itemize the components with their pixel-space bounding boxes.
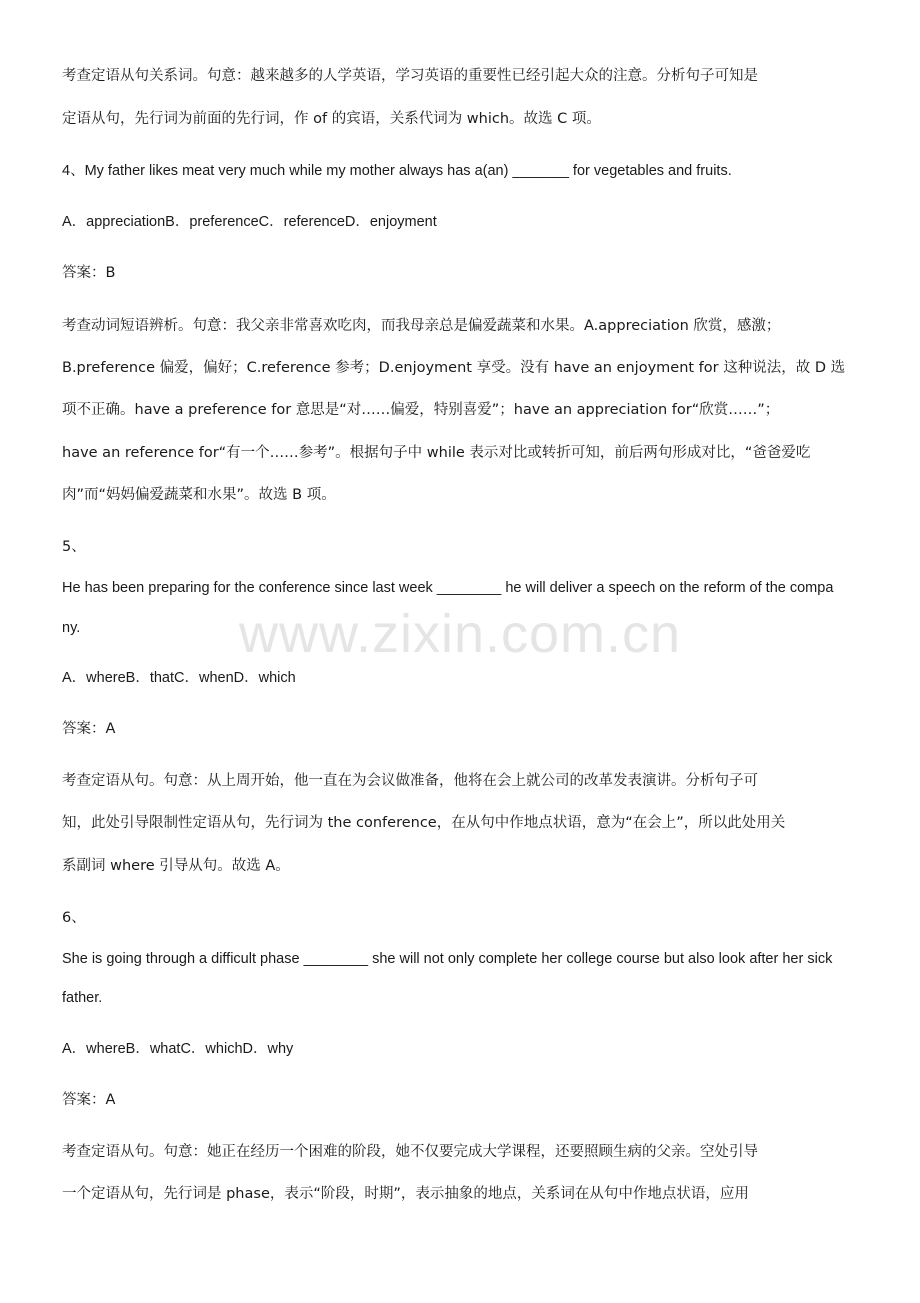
question-5-options: A．whereB．thatC．whenD．which bbox=[62, 670, 296, 686]
question-4-answer: 答案：B bbox=[62, 265, 116, 281]
explanation-line: 定语从句，先行词为前面的先行词，作 of 的宾语，关系代词为 which。故选 C 项。 bbox=[62, 111, 601, 127]
question-5-stem: He has been preparing for the conference since last week ________ he will deliver a speech on the reform of the compa bbox=[62, 580, 834, 596]
explanation-line: 项不正确。have a preference for 意思是“对……偏爱，特别喜爱”；have an appreciation for“欣赏……”； bbox=[62, 402, 780, 418]
explanation-line: 考查动词短语辨析。句意：我父亲非常喜欢吃肉，而我母亲总是偏爱蔬菜和水果。A.appreciation 欣赏，感激； bbox=[62, 318, 781, 334]
explanation-line: B.preference 偏爱，偏好；C.reference 参考；D.enjoyment 享受。没有 have an enjoyment for 这种说法，故 D 选 bbox=[62, 360, 846, 376]
question-5-number: 5、 bbox=[62, 539, 86, 555]
explanation-line: 考查定语从句。句意：她正在经历一个困难的阶段，她不仅要完成大学课程，还要照顾生病的父亲。空处引导 bbox=[62, 1144, 758, 1160]
question-4-options: A．appreciationB．preferenceC．referenceD．enjoyment bbox=[62, 214, 437, 230]
explanation-line: 肉”而“妈妈偏爱蔬菜和水果”。故选 B 项。 bbox=[62, 487, 336, 503]
question-6-stem-cont: father. bbox=[62, 990, 103, 1006]
question-5-stem-cont: ny. bbox=[62, 620, 81, 636]
question-6-answer: 答案：A bbox=[62, 1092, 116, 1108]
explanation-line: 考查定语从句。句意：从上周开始，他一直在为会议做准备，他将在会上就公司的改革发表演讲。分析句子可 bbox=[62, 773, 758, 789]
watermark: www.zixin.com.cn bbox=[238, 604, 682, 664]
explanation-line: 系副词 where 引导从句。故选 A。 bbox=[62, 858, 290, 874]
question-6-stem: She is going through a difficult phase ________ she will not only complete her college course but also look after her sick bbox=[62, 951, 833, 967]
question-6-number: 6、 bbox=[62, 910, 86, 926]
question-4-stem: 4、My father likes meat very much while my mother always has a(an) _______ for vegetables and fruits. bbox=[62, 163, 732, 179]
explanation-line: 一个定语从句，先行词是 phase，表示“阶段，时期”，表示抽象的地点，关系词在从句中作地点状语，应用 bbox=[62, 1186, 749, 1202]
explanation-line: 知，此处引导限制性定语从句，先行词为 the conference，在从句中作地点状语，意为“在会上”，所以此处用关 bbox=[62, 815, 786, 831]
question-5-answer: 答案：A bbox=[62, 721, 116, 737]
explanation-line: have an reference for“有一个……参考”。根据句子中 while 表示对比或转折可知，前后两句形成对比，“爸爸爱吃 bbox=[62, 445, 811, 461]
question-6-options: A．whereB．whatC．whichD．why bbox=[62, 1041, 294, 1057]
explanation-line: 考查定语从句关系词。句意：越来越多的人学英语，学习英语的重要性已经引起大众的注意。分析句子可知是 bbox=[62, 68, 758, 84]
